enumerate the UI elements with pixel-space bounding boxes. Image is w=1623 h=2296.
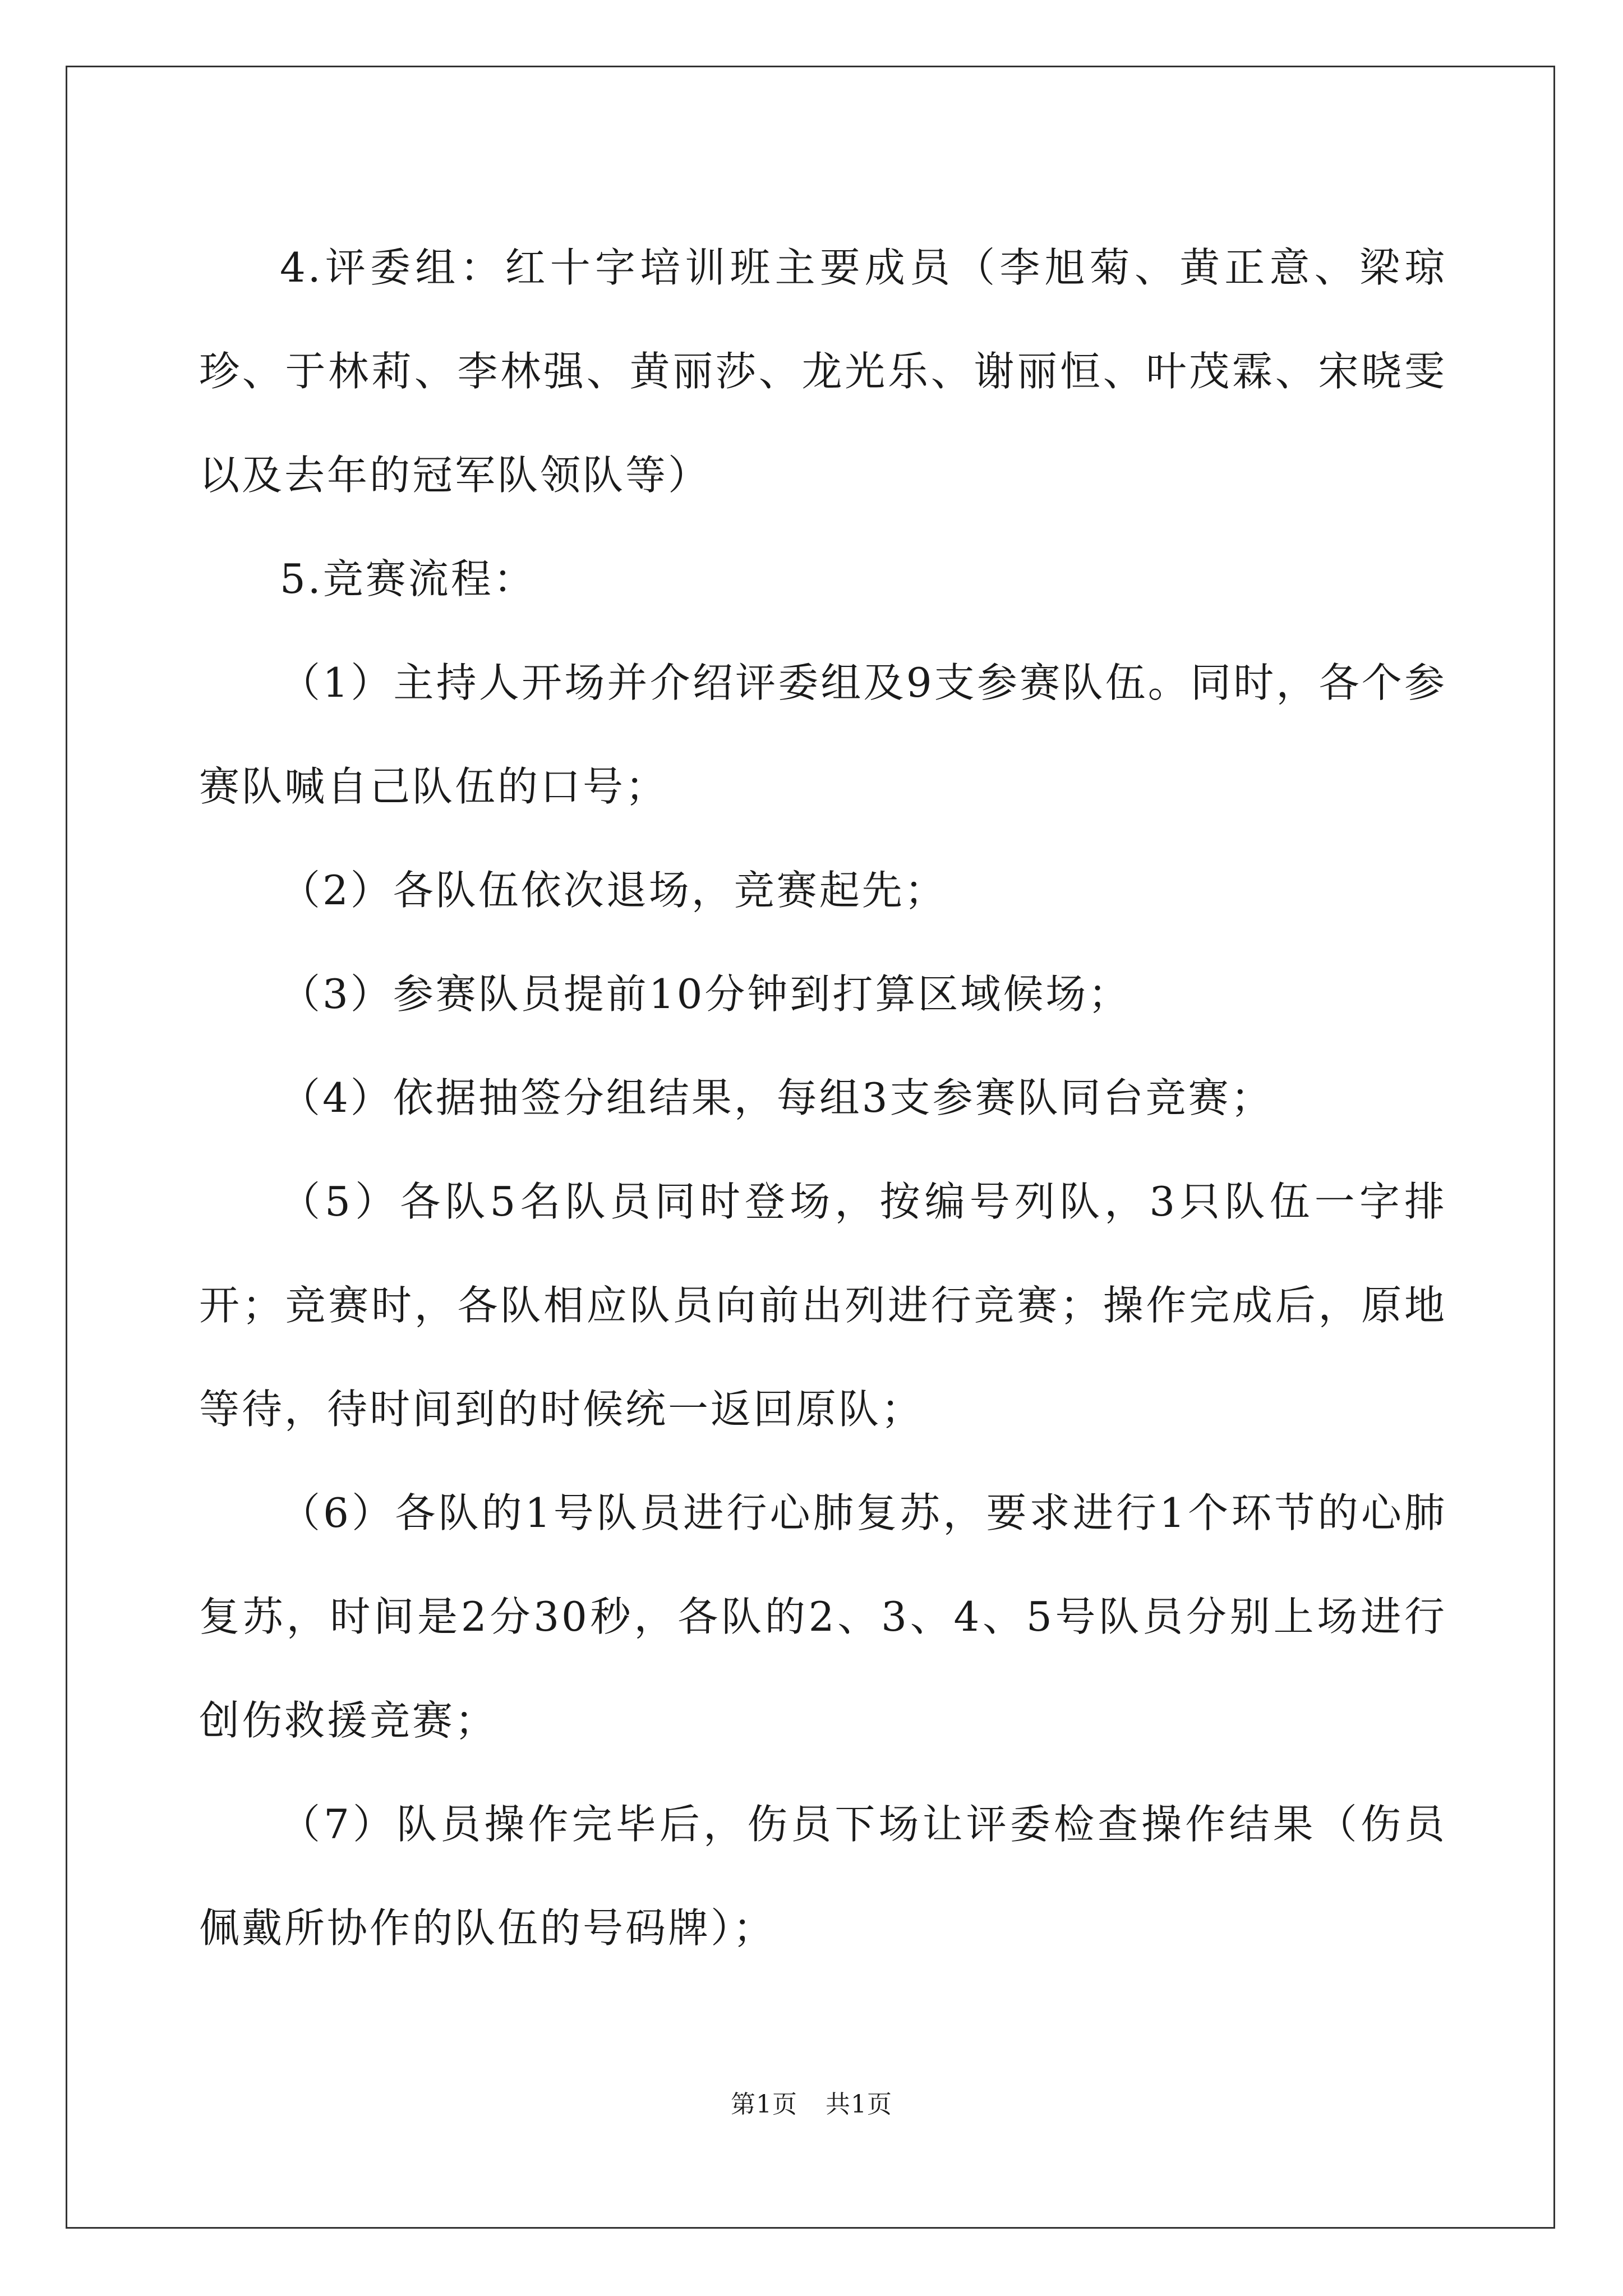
page-total: 共1页	[826, 2090, 892, 2119]
paragraph-step-3: （3）参赛队员提前10分钟到打算区域候场；	[280, 970, 1131, 1018]
paragraph-step-1: （1）主持人开场并介绍评委组及9支参赛队伍。同时，各个参赛队喊自己队伍的口号；	[199, 659, 1447, 810]
paragraph-step-4: （4）依据抽签分组结果，每组3支参赛队同台竞赛；	[280, 1074, 1274, 1121]
paragraph-step-7: （7）队员操作完毕后，伤员下场让评委检查操作结果（伤员佩戴所协作的队伍的号码牌）；	[199, 1801, 1447, 1952]
paragraph-process-heading: 5.竞赛流程：	[280, 555, 536, 602]
paragraph-step-5: （5）各队5名队员同时登场，按编号列队，3只队伍一字排开；竞赛时，各队相应队员向前出列进行竞赛；操作完成后，原地等待，待时间到的时候统一返回原队；	[199, 1178, 1447, 1433]
paragraph-step-2: （2）各队伍依次退场，竞赛起先；	[280, 867, 947, 914]
document-body	[199, 216, 1447, 1980]
paragraph-step-6: （6）各队的1号队员进行心肺复苏，要求进行1个环节的心肺复苏，时间是2分30秒，各队的2、3、4、5号队员分别上场进行创伤救援竞赛；	[199, 1489, 1447, 1744]
page-footer	[0, 2088, 1623, 2122]
page-number: 第1页	[731, 2090, 797, 2119]
paragraph-judges: 4.评委组：红十字培训班主要成员（李旭菊、黄正意、梁琼珍、于林莉、李林强、黄丽莎、龙光乐、谢丽恒、叶茂霖、宋晓雯以及去年的冠军队领队等）	[199, 244, 1447, 499]
